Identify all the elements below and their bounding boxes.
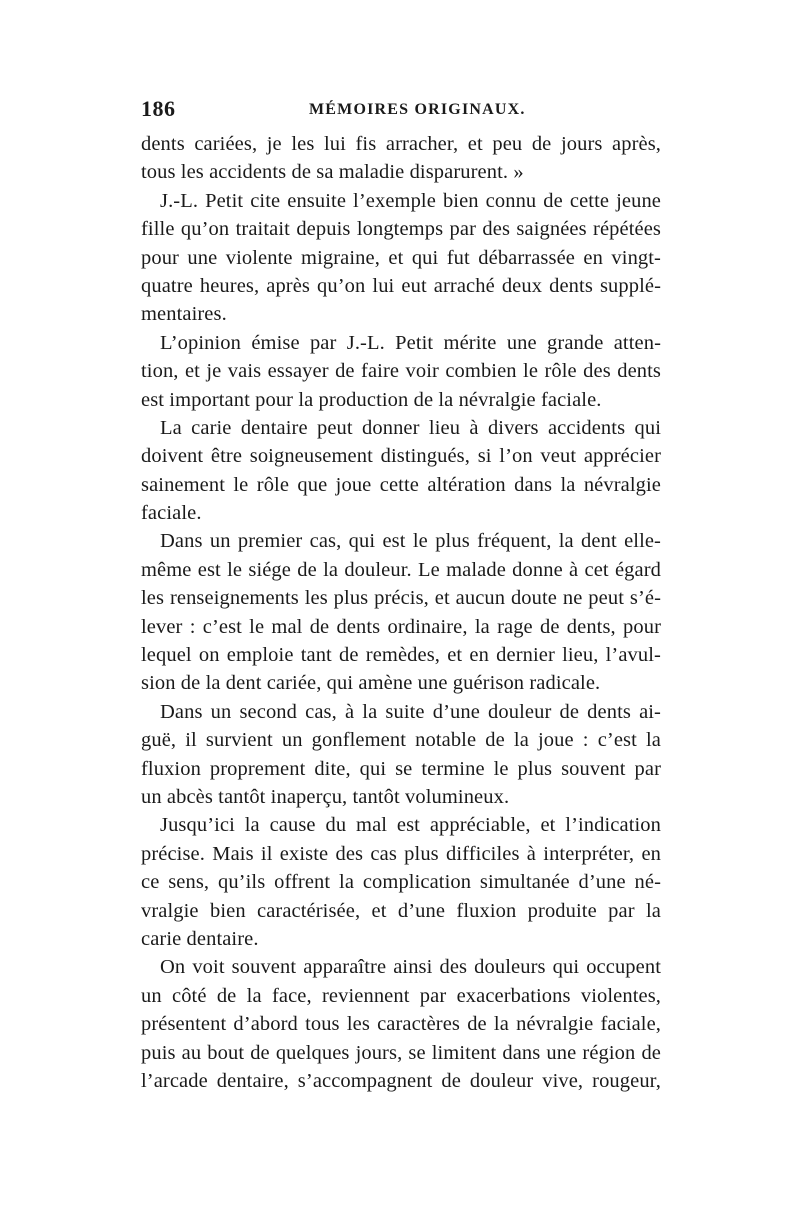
text-line: On voit souvent apparaître ainsi des douleurs qui occupent [160,956,661,979]
text-line: tous les accidents de sa maladie disparurent. » [141,161,524,184]
text-line: quatre heures, après qu’on lui eut arraché deux dents supplé- [141,274,661,297]
text-line: faciale. [141,502,202,525]
text-line: Dans un second cas, à la suite d’une douleur de dents ai- [160,700,661,723]
text-line: L’opinion émise par J.-L. Petit mérite une grande atten- [160,331,661,354]
text-line: ce sens, qu’ils offrent la complication simultanée d’une né- [141,871,661,894]
body-text [141,130,661,1095]
text-line: carie dentaire. [141,927,259,950]
text-line: l’arcade dentaire, s’accompagnent de douleur vive, rougeur, [141,1069,661,1092]
text-line: guë, il survient un gonflement notable de la joue : c’est la [141,729,661,752]
text-line: présentent d’abord tous les caractères de la névralgie faciale, [141,1013,661,1036]
text-line: Dans un premier cas, qui est le plus fréquent, la dent elle- [160,530,661,553]
text-line: lequel on emploie tant de remèdes, et en dernier lieu, l’avul- [141,644,661,667]
text-line: sainement le rôle que joue cette altération dans la névralgie [141,473,661,496]
text-line: puis au bout de quelques jours, se limitent dans une région de [141,1041,661,1064]
text-line: sion de la dent cariée, qui amène une guérison radicale. [141,672,601,695]
text-line: précise. Mais il existe des cas plus difficiles à interpréter, en [141,842,661,865]
text-line: Jusqu’ici la cause du mal est appréciable, et l’indication [160,814,661,837]
text-line: fluxion proprement dite, qui se termine le plus souvent par [141,757,661,780]
text-line: vralgie bien caractérisée, et d’une fluxion produite par la [141,899,661,922]
text-line: lever : c’est le mal de dents ordinaire, la rage de dents, pour [141,615,661,638]
text-line: est important pour la production de la névralgie faciale. [141,388,602,411]
text-line: tion, et je vais essayer de faire voir combien le rôle des dents [141,360,661,383]
page-header [141,94,669,124]
text-line: même est le siége de la douleur. Le malade donne à cet égard [141,558,661,581]
text-line: doivent être soigneusement distingués, si l’on veut apprécier [141,445,661,468]
page-number: 186 [141,96,176,121]
text-line: un côté de la face, reviennent par exacerbations violentes, [141,984,661,1007]
text-line: fille qu’on traitait depuis longtemps par des saignées répétées [141,218,661,241]
text-line: pour une violente migraine, et qui fut débarrassée en vingt- [141,246,661,269]
text-line: J.-L. Petit cite ensuite l’exemple bien connu de cette jeune [160,189,661,212]
text-line: un abcès tantôt inaperçu, tantôt volumineux. [141,785,510,808]
running-head: MÉMOIRES ORIGINAUX. [309,101,526,118]
text-line: La carie dentaire peut donner lieu à divers accidents qui [160,416,661,439]
text-line: les renseignements les plus précis, et aucun doute ne peut s’é- [141,587,661,610]
text-line: mentaires. [141,303,227,326]
text-line: dents cariées, je les lui fis arracher, et peu de jours après, [141,133,661,155]
